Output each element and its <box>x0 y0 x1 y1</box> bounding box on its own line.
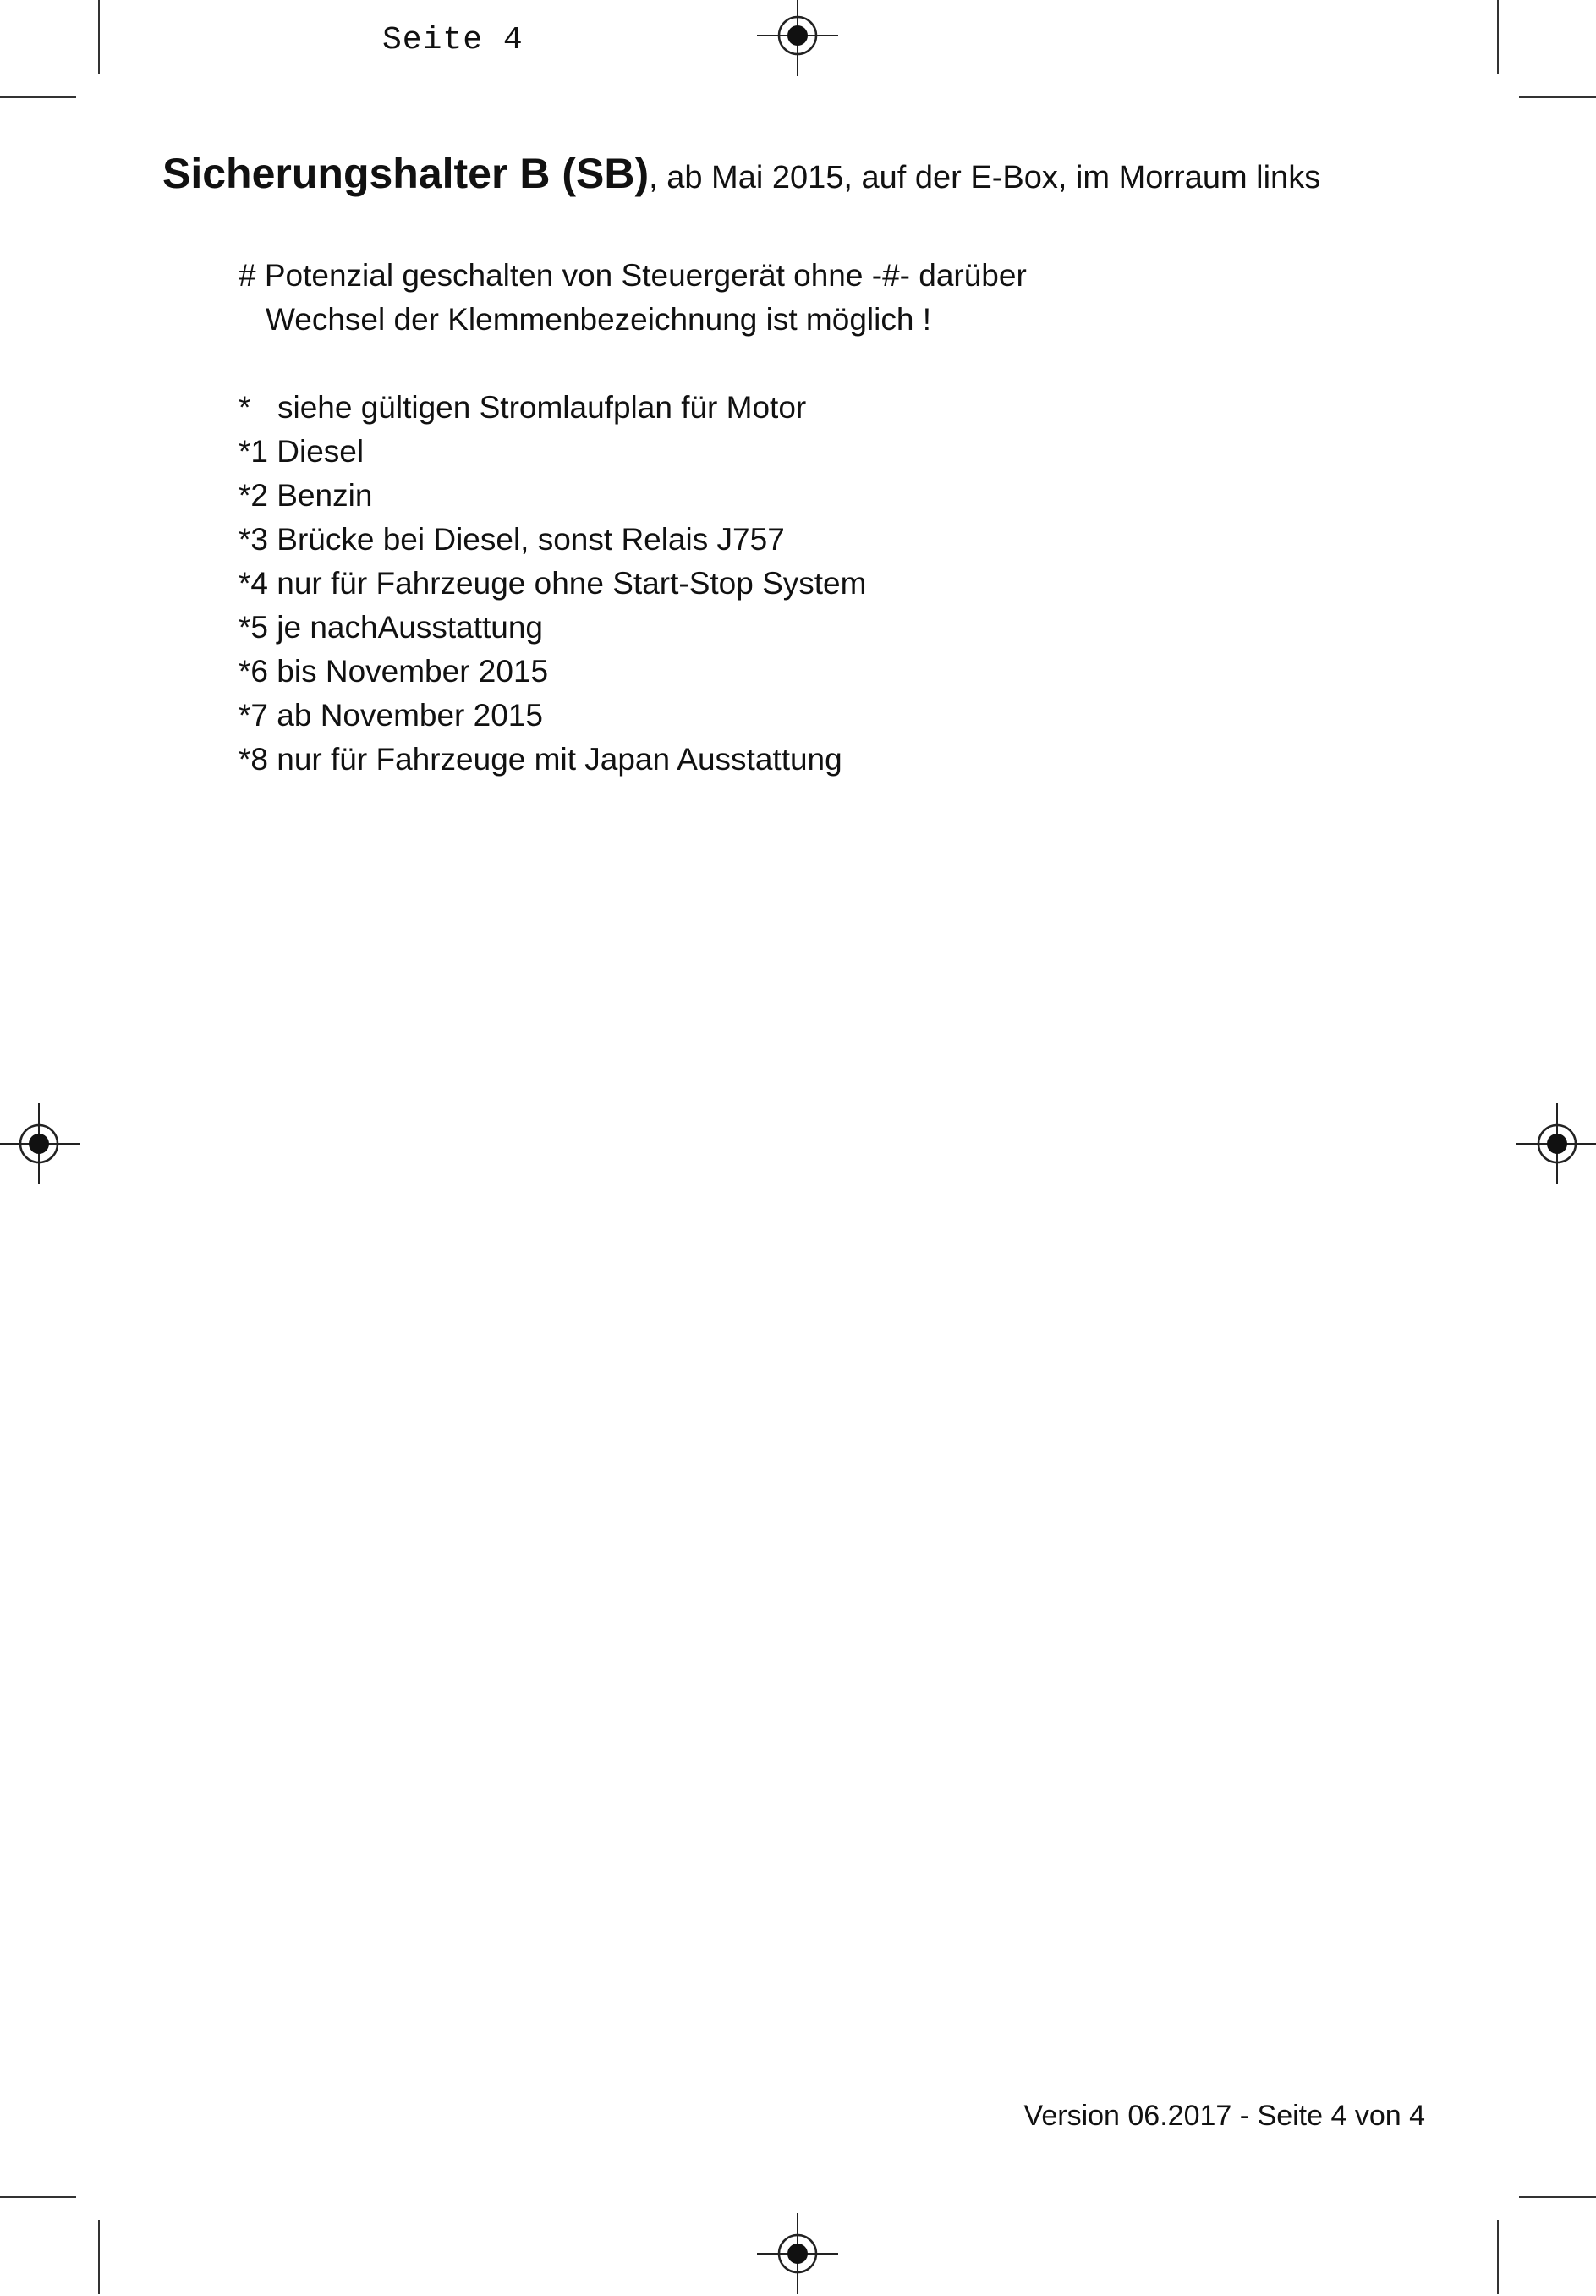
crop-mark <box>98 2220 100 2294</box>
footnote-mark: *5 <box>239 610 268 645</box>
footnote-text: Diesel <box>277 434 365 469</box>
crop-mark <box>0 96 76 98</box>
footnote-mark: *6 <box>239 654 268 689</box>
potential-note-continuation: Wechsel der Klemmenbezeichnung ist möglich ! <box>266 302 931 337</box>
footnote-text: je nachAusstattung <box>277 610 543 645</box>
title-subtitle: , ab Mai 2015, auf der E-Box, im Morraum links <box>649 160 1321 195</box>
footnote-mark: *4 <box>239 566 268 601</box>
footnote-text: nur für Fahrzeuge ohne Start-Stop System <box>277 566 867 601</box>
potential-note: # Potenzial geschalten von Steuergerät ohne -#- darüber <box>239 258 1027 293</box>
title-bold: Sicherungshalter B (SB) <box>162 150 650 197</box>
list-item <box>239 562 1027 606</box>
list-item <box>239 518 1027 562</box>
crop-mark <box>1519 2196 1596 2198</box>
footnote-text: ab November 2015 <box>277 698 543 733</box>
crop-mark <box>98 0 100 74</box>
footnote-text: siehe gültigen Stromlaufplan für Motor <box>277 390 807 425</box>
footnote-text: nur für Fahrzeuge mit Japan Ausstattung <box>277 742 842 777</box>
footnote-mark: *2 <box>239 478 268 513</box>
list-item <box>239 430 1027 474</box>
list-item <box>239 694 1027 738</box>
list-item <box>239 650 1027 694</box>
registration-mark-icon <box>0 1101 81 1186</box>
crop-mark <box>1497 2220 1499 2294</box>
list-item <box>239 738 1027 782</box>
page-title <box>162 152 1320 195</box>
footnote-mark: *8 <box>239 742 268 777</box>
list-item <box>239 386 1027 430</box>
footnote-text: bis November 2015 <box>277 654 549 689</box>
footnote-text: Brücke bei Diesel, sonst Relais J757 <box>277 522 785 557</box>
registration-mark-icon <box>1515 1101 1596 1186</box>
footnote-mark: *7 <box>239 698 268 733</box>
footnote-mark: * <box>239 390 251 425</box>
notes-list <box>239 254 1027 782</box>
list-item <box>239 606 1027 650</box>
page-footer: Version 06.2017 - Seite 4 von 4 <box>1023 2100 1425 2132</box>
crop-mark <box>1497 0 1499 74</box>
list-item <box>239 474 1027 518</box>
page-label: Seite 4 <box>382 22 524 58</box>
crop-mark <box>1519 96 1596 98</box>
registration-mark-icon <box>755 0 840 78</box>
registration-mark-icon <box>755 2211 840 2296</box>
footnote-text: Benzin <box>277 478 373 513</box>
footnote-mark: *1 <box>239 434 268 469</box>
footnote-mark: *3 <box>239 522 268 557</box>
crop-mark <box>0 2196 76 2198</box>
